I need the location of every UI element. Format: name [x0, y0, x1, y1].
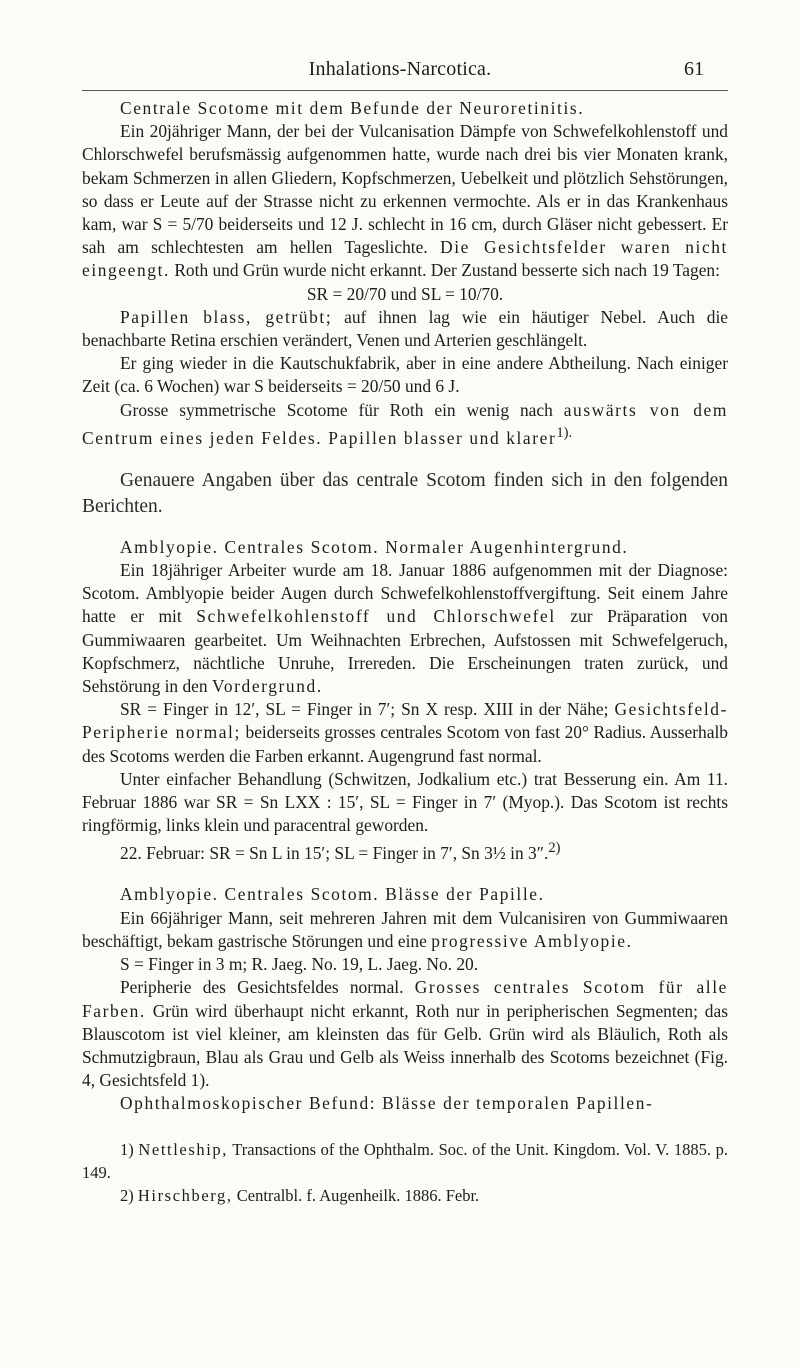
emphasis-text: Vordergrund. — [211, 676, 323, 697]
text-run: Ein 20jähriger Mann, der bei der Vulcanisation Dämpfe von Schwefelkohlenstoff und Chlorschwefel berufsmässig aufgenommen hatte, wurde nach drei bis vier Monaten krank, bekam Schmerzen in allen Gliedern, Kopfschmerzen, Uebelkeit und plötzlich Sehstörungen, so dass er Leute auf der Strasse nicht zu erkennen vermochte. Als er in das Krankenhaus kam, war S = 5/70 beiderseits und 12 J. schlecht in 16 cm, durch Gläser nicht gebessert. Er sah am schlechtesten am hellen Tageslichte. — [82, 121, 728, 258]
case-paragraph: Er ging wieder in die Kautschukfabrik, aber in eine andere Abtheilung. Nach einiger Zeit (ca. 6 Wochen) war S beiderseits = 20/50 und 6 J. — [82, 353, 728, 397]
emphasis-text: Gesichtsfeld-Peripherie normal; — [82, 699, 728, 743]
emphasis-text: Schwefelkohlenstoff und Chlorschwefel — [196, 606, 556, 627]
emphasis-text: Grosses centrales Scotom für alle Farben. — [82, 977, 728, 1021]
text-run: auf ihnen lag wie ein häutiger Nebel. Auch die benachbarte Retina erschien verändert, Venen und Arterien geschlängelt. — [82, 306, 729, 351]
case-paragraph — [82, 976, 728, 1092]
case-paragraph — [82, 120, 728, 282]
case-paragraph — [82, 399, 728, 450]
case-heading: Amblyopie. Centrales Scotom. Normaler Augenhintergrund. — [120, 536, 629, 557]
footnote-author: Nettleship, — [138, 1139, 228, 1159]
case-paragraph — [82, 837, 728, 865]
case-paragraph: Ophthalmoskopischer Befund: Blässe der temporalen Papillen- — [120, 1093, 654, 1114]
text-run: Ein 18jähriger Arbeiter wurde am 18. Januar 1886 aufgenommen mit der Diagnose: Scotom. Amblyopie beider Augen durch Schwefelkohlenstoffvergiftung. Seit einem Jahre hatte er mit — [82, 560, 728, 627]
case-paragraph — [82, 907, 728, 953]
text-run: SR = Finger in 12′, SL = Finger in 7′; Sn X resp. XIII in der Nähe; — [120, 699, 609, 720]
footnote-text: Centralbl. f. Augenheilk. 1886. Febr. — [236, 1185, 480, 1205]
page-number: 61 — [684, 58, 704, 80]
text-run: beiderseits grosses centrales Scotom von fast 20° Radius. Ausserhalb des Scotoms werden die Farben erkannt. Augengrund fast normal. — [82, 722, 729, 766]
footnote-mark: 2) — [120, 1185, 134, 1205]
section-intro: Genauere Angaben über das centrale Scotom finden sich in den folgenden Berichten. — [82, 469, 728, 517]
running-header — [0, 58, 800, 84]
case-paragraph: S = Finger in 3 m; R. Jaeg. No. 19, L. Jaeg. No. 20. — [120, 954, 479, 975]
text-run: Grün wird überhaupt nicht erkannt, Roth nur in peripherischen Segmenten; das Blauscotom ist viel kleiner, am kleinsten das für Gelb. Grün wird als Bläulich, Roth als Schmutzigbraun, Blau als Grau und Gelb als Weiss innerhalb des Scotoms bezeichnet (Fig. 4, Gesichtsfeld 1). — [82, 1000, 728, 1091]
emphasis-text: auswärts von dem Centrum eines jeden Feldes. Papillen blasser und klarer — [82, 399, 728, 448]
text-run: Peripherie des Gesichtsfeldes normal. — [120, 977, 404, 998]
spacer — [82, 865, 728, 883]
running-title: Inhalations-Narcotica. — [308, 58, 492, 80]
formula: SR = 20/70 und SL = 10/70. — [306, 283, 504, 304]
case-paragraph — [82, 559, 728, 698]
footnote — [82, 1138, 728, 1184]
text-run: zur Präparation von Gummiwaaren gearbeitet. Um Weihnachten Erbrechen, Aufstossen mit Schwefelgeruch, Kopfschmerz, nächtliche Unruhe, Irrereden. Die Erscheinungen traten zurück, und Sehstörung in den — [82, 606, 728, 697]
footnote-author: Hirschberg, — [137, 1185, 233, 1205]
footnote-mark: 1) — [120, 1139, 134, 1159]
footnote-text: Transactions of the Ophthalm. Soc. of the Unit. Kingdom. Vol. V. 1885. p. 149. — [82, 1139, 729, 1182]
case-heading: Centrale Scotome mit dem Befunde der Neuroretinitis. — [120, 98, 585, 118]
footnote — [82, 1184, 728, 1207]
case-paragraph — [82, 306, 728, 352]
text-run: Grosse symmetrische Scotome für Roth ein wenig nach — [120, 399, 553, 420]
page-body — [82, 97, 728, 1207]
text-run: Ein 66jähriger Mann, seit mehreren Jahren mit dem Vulcanisiren von Gummiwaaren beschäftigt, bekam gastrische Störungen und eine — [82, 907, 728, 951]
case-paragraph — [82, 698, 728, 768]
emphasis-text: Die Gesichtsfelder waren nicht eingeengt. — [82, 237, 728, 281]
text-run: Roth und Grün wurde nicht erkannt. Der Zustand besserte sich nach 19 Tagen: — [174, 260, 720, 281]
case-paragraph: Unter einfacher Behandlung (Schwitzen, Jodkalium etc.) trat Besserung ein. Am 11. Februar 1886 war SR = Sn LXX : 15′, SL = Finger in 7′ (Myop.). Das Scotom ist rechts ringförmig, links klein und paracentral geworden. — [82, 768, 728, 836]
emphasis-text: Papillen blass, getrübt; — [120, 306, 333, 327]
case-heading: Amblyopie. Centrales Scotom. Blässe der Papille. — [120, 884, 545, 905]
emphasis-text: progressive Amblyopie. — [431, 930, 633, 951]
footnote-ref: 2) — [548, 840, 561, 857]
header-rule — [82, 90, 728, 91]
footnote-ref: 1). — [556, 424, 573, 441]
text-run: 22. Februar: SR = Sn L in 15′; SL = Finger in 7′, Sn 3½ in 3″. — [120, 843, 549, 864]
